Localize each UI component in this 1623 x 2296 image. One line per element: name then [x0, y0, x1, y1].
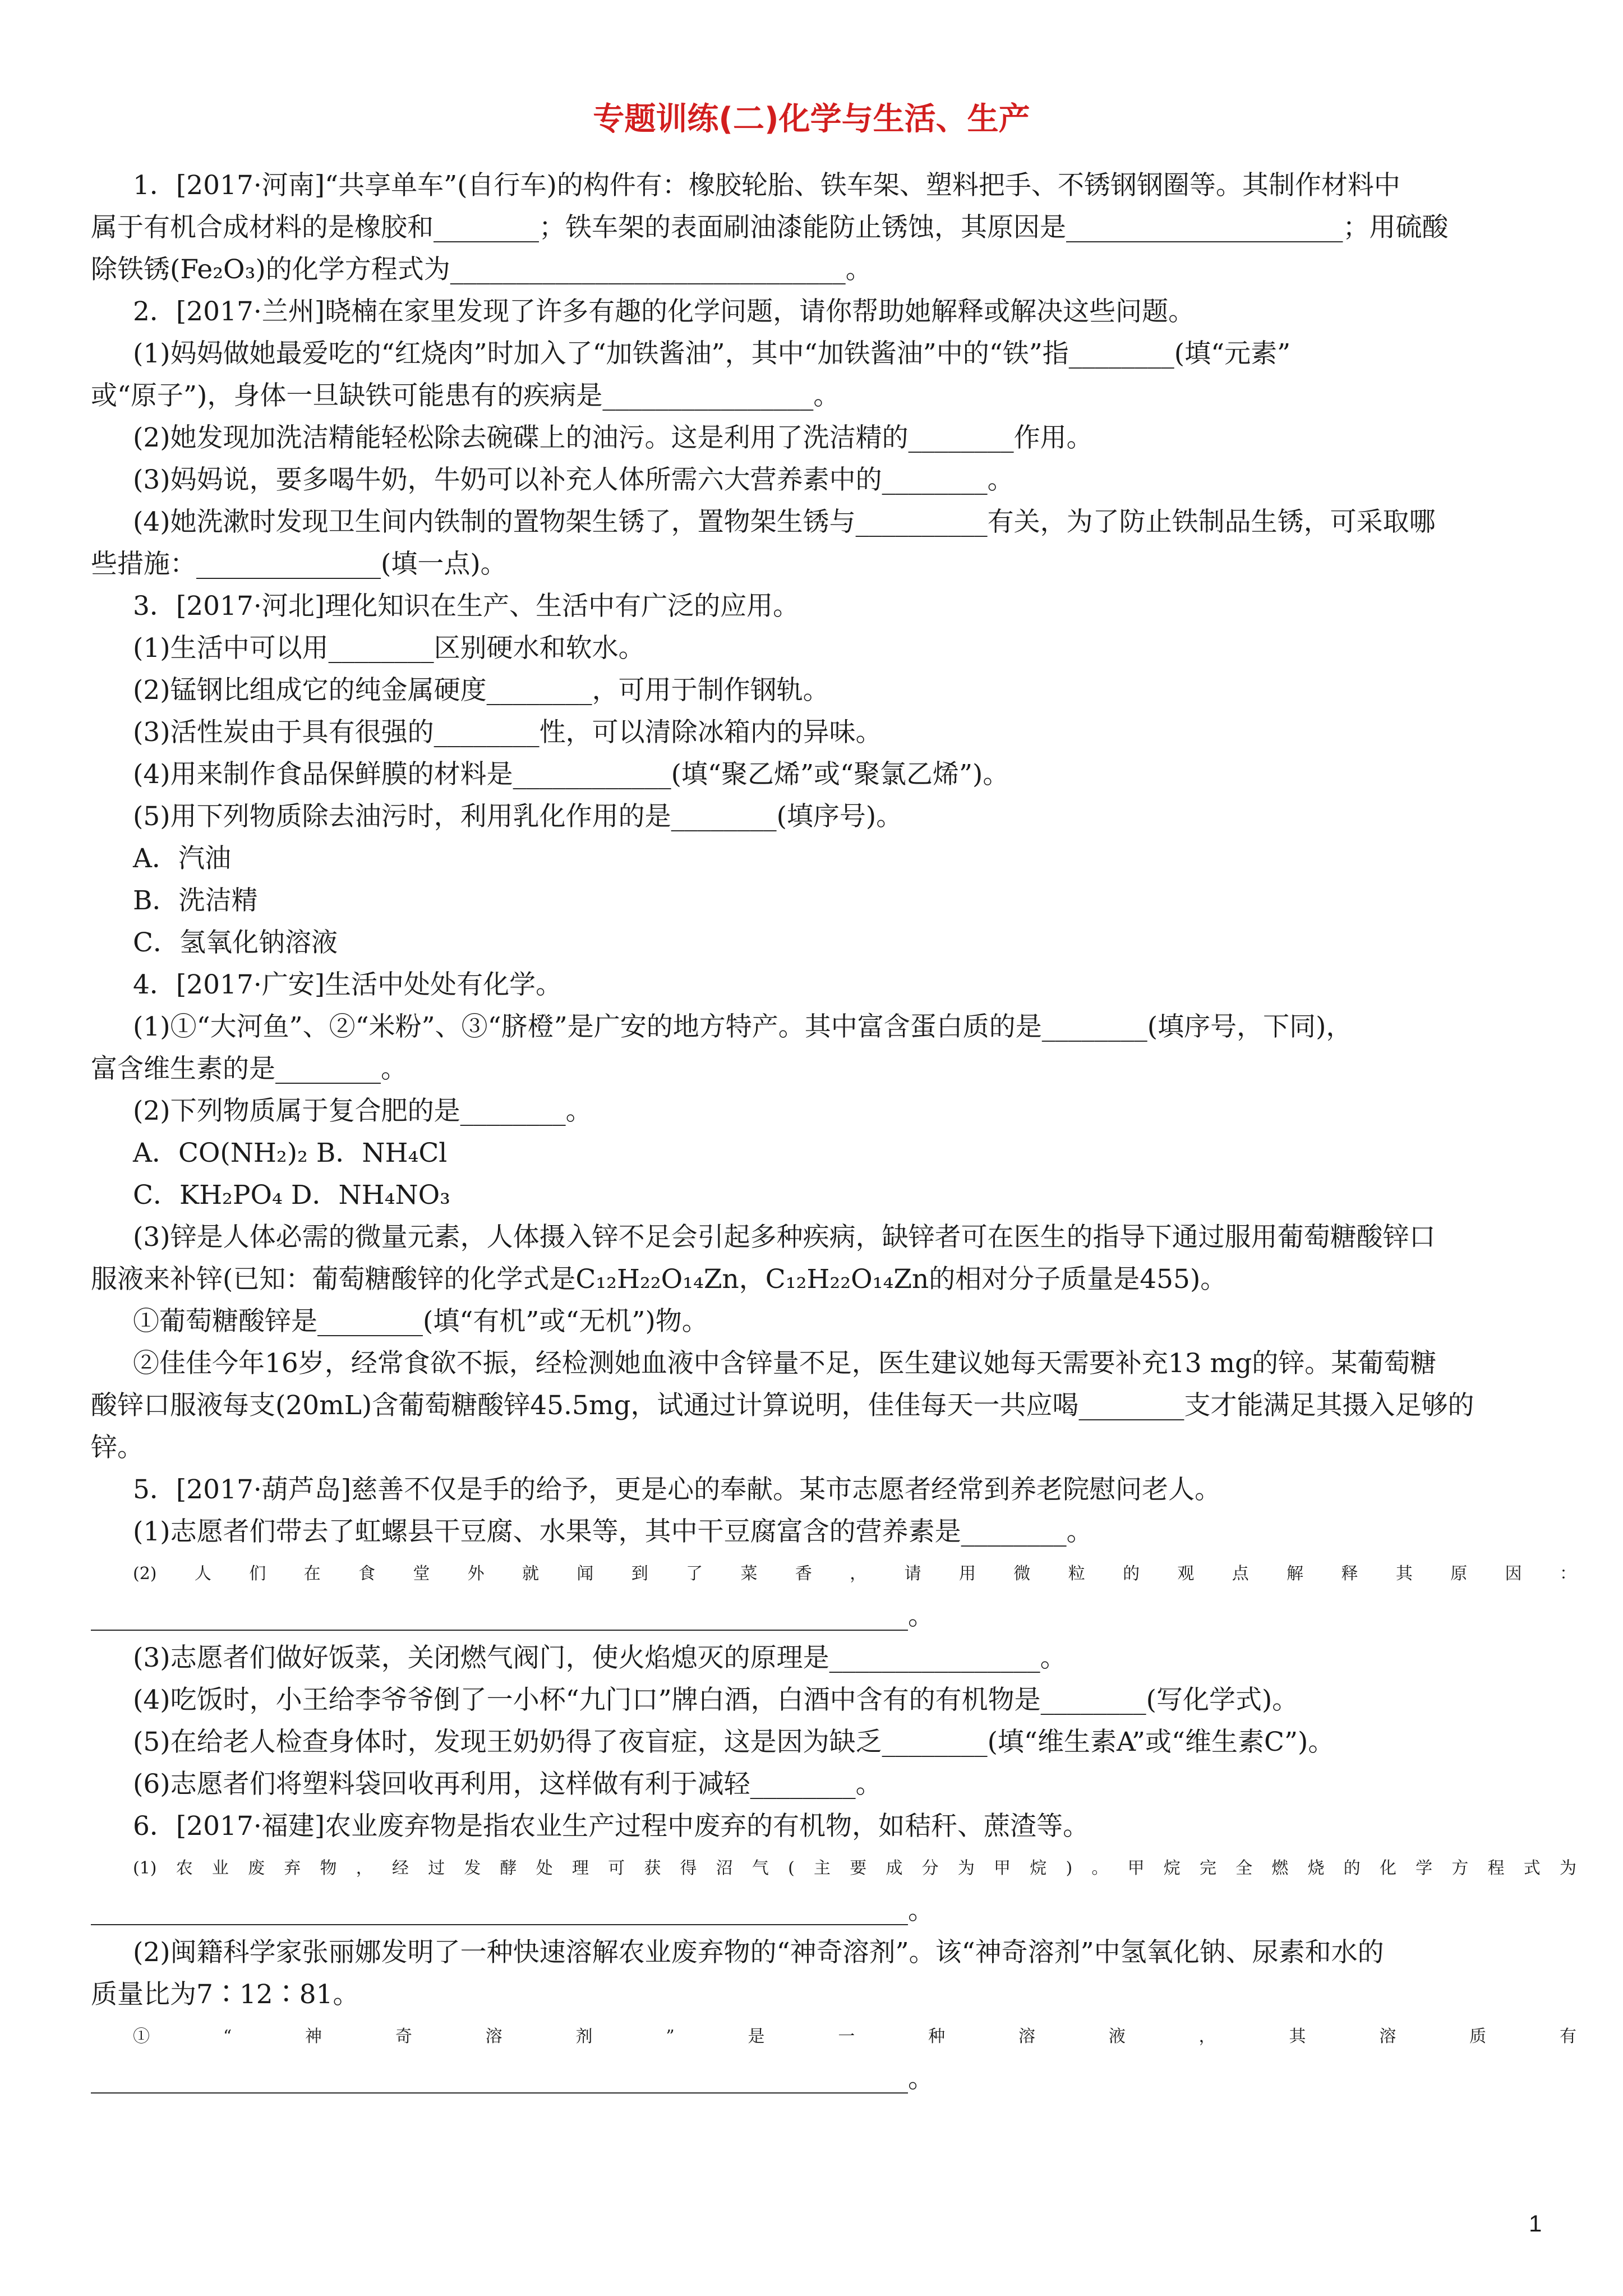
option-line: B．洗洁精 [133, 885, 258, 916]
option-line: C．氢氧化钠溶液 [133, 927, 338, 958]
text-line: 富含维生素的是________。 [91, 1053, 407, 1084]
text-line: (2)锰钢比组成它的纯金属硬度________，可用于制作钢轨。 [133, 675, 829, 706]
text-line: (2)闽籍科学家张丽娜发明了一种快速溶解农业废弃物的“神奇溶剂”。该“神奇溶剂”中氢氧化钠、尿素和水的 [133, 1937, 1384, 1968]
text-line: 属于有机合成材料的是橡胶和________；铁车架的表面刷油漆能防止锈蚀，其原因是_____________________；用硫酸 [91, 212, 1449, 243]
text-line: 6．[2017·福建]农业废弃物是指农业生产过程中废弃的有机物，如秸秆、蔗渣等。 [133, 1811, 1090, 1842]
option-line: A．CO(NH₂)₂ B．NH₄Cl [133, 1138, 448, 1168]
text-line: 些措施：______________(填一点)。 [91, 549, 507, 579]
text-line: (1)生活中可以用________区别硬水和软水。 [133, 633, 645, 664]
text-line: (3)志愿者们做好饭菜，关闭燃气阀门，使火焰熄灭的原理是________________。 [133, 1642, 1067, 1673]
text-line: (5)用下列物质除去油污时，利用乳化作用的是________(填序号)。 [133, 801, 903, 832]
answer-blank-line: ______________________________________________________________。 [91, 1600, 934, 1631]
text-line: 3．[2017·河北]理化知识在生产、生活中有广泛的应用。 [133, 591, 800, 622]
text-line: (4)她洗漱时发现卫生间内铁制的置物架生锈了，置物架生锈与__________有关，为了防止铁制品生锈，可采取哪 [133, 507, 1436, 537]
text-line: 酸锌口服液每支(20mL)含葡萄糖酸锌45.5mg，试通过计算说明，佳佳每天一共应喝________支才能满足其摄入足够的 [91, 1390, 1474, 1421]
answer-blank-line: ______________________________________________________________。 [91, 2063, 934, 2094]
text-line: (6)志愿者们将塑料袋回收再利用，这样做有利于减轻________。 [133, 1769, 882, 1800]
text-line: 锌。 [91, 1432, 144, 1463]
text-line: (3)活性炭由于具有很强的________性，可以清除冰箱内的异味。 [133, 717, 882, 748]
text-line: (4)吃饭时，小王给李爷爷倒了一小杯“九门口”牌白酒，白酒中含有的有机物是________(写化学式)。 [133, 1685, 1299, 1715]
text-line: (1)志愿者们带去了虹螺县干豆腐、水果等，其中干豆腐富含的营养素是________。 [133, 1516, 1093, 1547]
text-line: (2)人们在食堂外就闻到了菜香，请用微粒的观点解释其原因： [133, 1564, 1576, 1584]
text-line: 除铁锈(Fe₂O₃)的化学方程式为______________________________。 [91, 254, 872, 285]
text-line: ①“神奇溶剂”是一种溶液，其溶质有 [133, 2027, 1576, 2046]
text-line: (3)妈妈说，要多喝牛奶，牛奶可以补充人体所需六大营养素中的________。 [133, 464, 1014, 495]
page-number: 1 [1529, 2210, 1542, 2237]
text-line: ①葡萄糖酸锌是________(填“有机”或“无机”)物。 [133, 1306, 708, 1337]
text-line: 4．[2017·广安]生活中处处有化学。 [133, 969, 562, 1000]
text-line: (3)锌是人体必需的微量元素，人体摄入锌不足会引起多种疾病，缺锌者可在医生的指导下通过服用葡萄糖酸锌口 [133, 1222, 1436, 1253]
text-line: 5．[2017·葫芦岛]慈善不仅是手的给予，更是心的奉献。某市志愿者经常到养老院慰问老人。 [133, 1474, 1221, 1505]
text-line: (1)①“大河鱼”、②“米粉”、③“脐橙”是广安的地方特产。其中富含蛋白质的是________(填序号，下同)， [133, 1011, 1353, 1042]
option-line: A．汽油 [133, 843, 231, 874]
text-line: ②佳佳今年16岁，经常食欲不振，经检测她血液中含锌量不足，医生建议她每天需要补充13 mg的锌。某葡萄糖 [133, 1348, 1437, 1379]
text-line: (1)妈妈做她最爱吃的“红烧肉”时加入了“加铁酱油”，其中“加铁酱油”中的“铁”指________(填“元素” [133, 338, 1291, 369]
text-line: (4)用来制作食品保鲜膜的材料是____________(填“聚乙烯”或“聚氯乙烯”)。 [133, 759, 1009, 790]
text-line: 服液来补锌(已知：葡萄糖酸锌的化学式是C₁₂H₂₂O₁₄Zn，C₁₂H₂₂O₁₄Zn的相对分子质量是455)。 [91, 1264, 1227, 1295]
page-title: 专题训练(二)化学与生活、生产 [593, 101, 1030, 137]
text-line: (5)在给老人检查身体时，发现王奶奶得了夜盲症，这是因为缺乏________(填“维生素A”或“维生素C”)。 [133, 1727, 1335, 1757]
option-line: C．KH₂PO₄ D．NH₄NO₃ [133, 1180, 450, 1211]
text-line: 2．[2017·兰州]晓楠在家里发现了许多有趣的化学问题，请你帮助她解释或解决这些问题。 [133, 296, 1195, 327]
text-line: 质量比为7∶12∶81。 [91, 1979, 359, 2010]
text-line: 1．[2017·河南]“共享单车”(自行车)的构件有：橡胶轮胎、铁车架、塑料把手、不锈钢钢圈等。其制作材料中 [133, 170, 1400, 201]
text-line: (2)她发现加洗洁精能轻松除去碗碟上的油污。这是利用了洗洁精的________作用。 [133, 422, 1093, 453]
text-line: 或“原子”)，身体一旦缺铁可能患有的疾病是________________。 [91, 380, 840, 411]
answer-blank-line: ______________________________________________________________。 [91, 1895, 934, 1926]
text-line: (1)农业废弃物，经过发酵处理可获得沼气(主要成分为甲烷)。甲烷完全燃烧的化学方程式为 [133, 1858, 1576, 1878]
text-line: (2)下列物质属于复合肥的是________。 [133, 1096, 592, 1126]
